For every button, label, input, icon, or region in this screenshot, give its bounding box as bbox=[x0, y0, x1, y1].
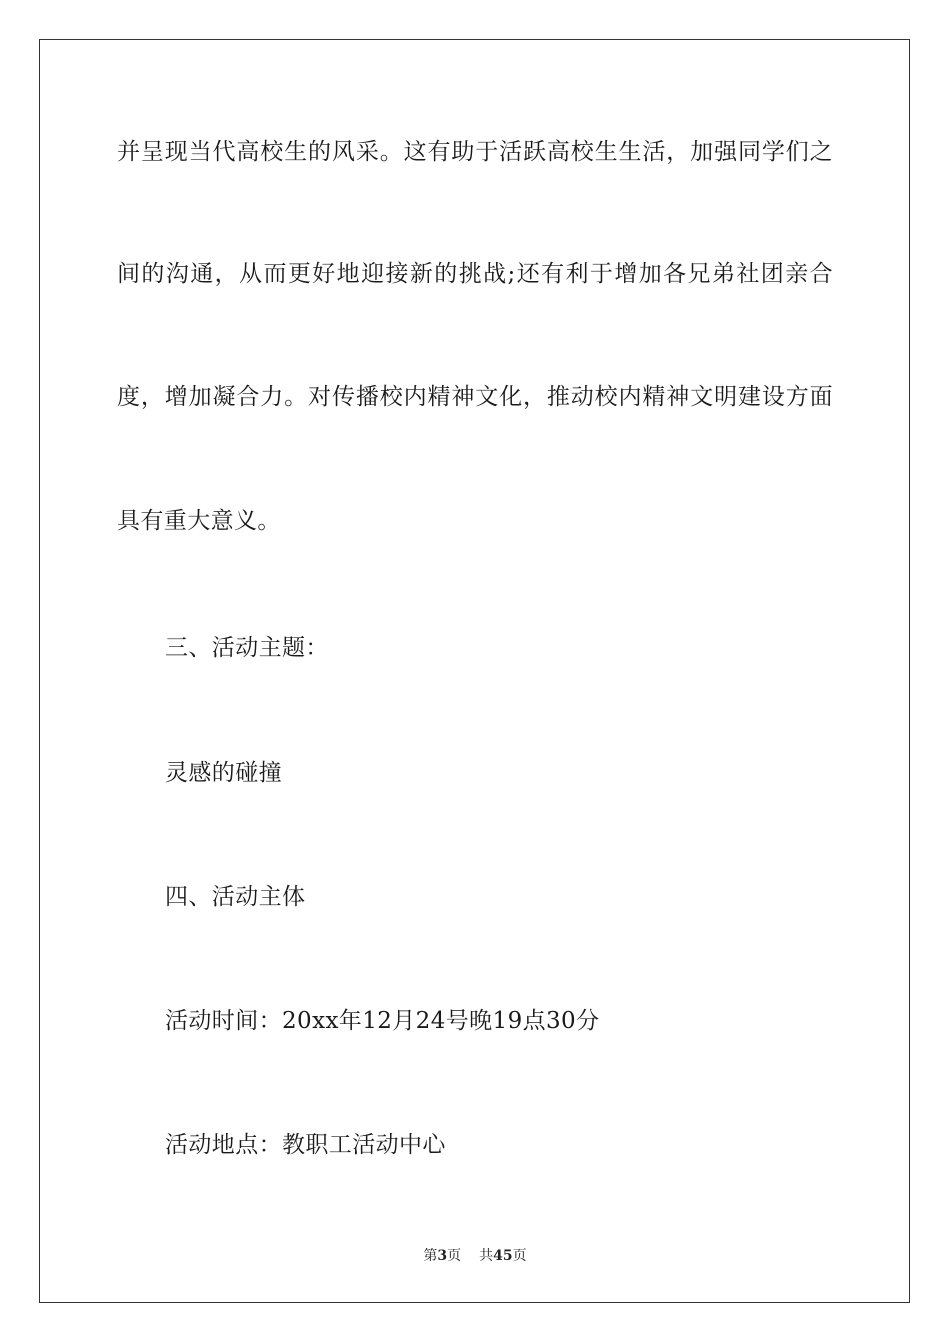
paragraph-line-4: 具有重大意义。 bbox=[117, 508, 281, 534]
activity-theme: 灵感的碰撞 bbox=[165, 760, 282, 786]
paragraph-line-1: 并呈现当代高校生的风采。这有助于活跃高校生生活，加强同学们之 bbox=[117, 139, 833, 165]
activity-place: 活动地点：教职工活动中心 bbox=[165, 1132, 446, 1158]
paragraph-line-3: 度，增加凝合力。对传播校内精神文化，推动校内精神文明建设方面 bbox=[117, 384, 833, 410]
footer-page-suffix: 页 bbox=[447, 1248, 462, 1264]
footer-total-number: 45 bbox=[493, 1248, 513, 1264]
footer-total-prefix: 共 bbox=[479, 1248, 494, 1264]
footer-total-suffix: 页 bbox=[512, 1248, 527, 1264]
page-border bbox=[39, 39, 910, 1303]
footer-page-number: 3 bbox=[437, 1248, 448, 1264]
section-4-heading: 四、活动主体 bbox=[165, 884, 306, 910]
footer-page-prefix: 第 bbox=[423, 1248, 438, 1264]
section-3-heading: 三、活动主题： bbox=[165, 635, 329, 661]
page-footer bbox=[0, 1247, 950, 1265]
activity-time: 活动时间：20xx年12月24号晚19点30分 bbox=[165, 1008, 600, 1034]
paragraph-line-2: 间的沟通，从而更好地迎接新的挑战;还有利于增加各兄弟社团亲合 bbox=[117, 261, 833, 287]
